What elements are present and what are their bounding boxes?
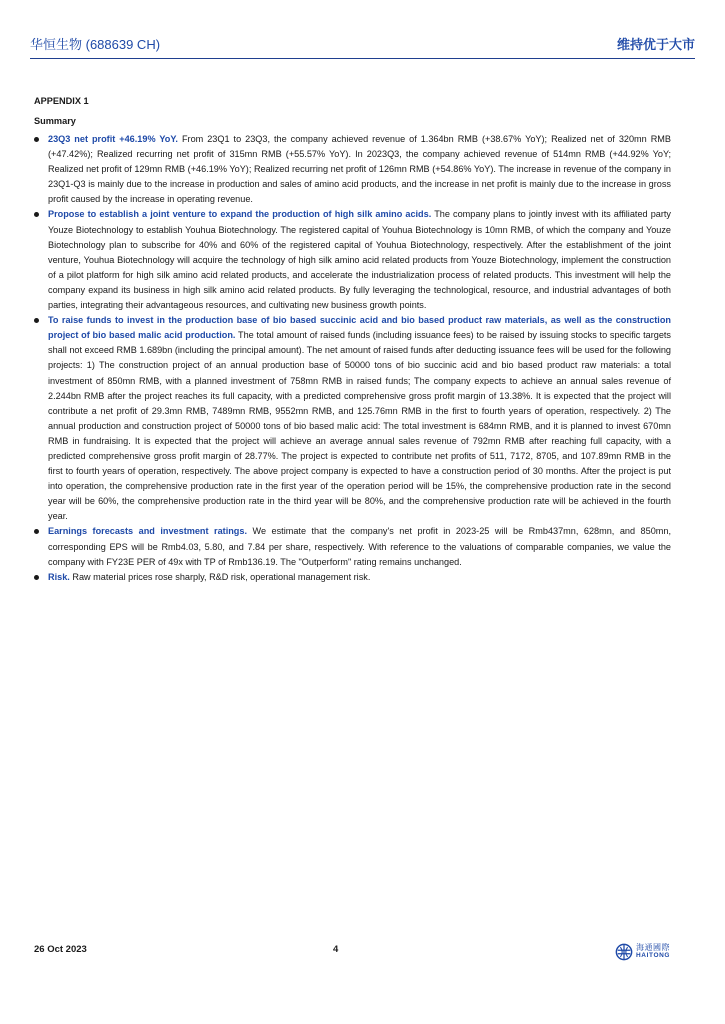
bullet-icon [34,575,39,580]
list-item [34,570,671,585]
rating-title: 维持优于大市 [616,37,695,52]
bullet-body: Raw material prices rose sharply, R&D risk, operational management risk. [69,571,371,582]
page-header [30,34,695,59]
bullet-body: The company plans to jointly invest with its affiliated party Youze Biotechnology to establish Youhua Biotechnology. The registered capital of Youhua Biotechnology is 10mn RMB, of which the company and Youze Biotechnology plan to subscribe for 40% and 60% of the registered capital of Youhua Biotechnology, respectively. After the establishment of the joint venture, Youhua Biotechnology will acquire the technology of high silk amino acid related products from Youze Biotechnology, implement the construction of a pilot platform for high silk amino acid related products, and accelerate the industrialization process of related products. This investment will help the company expand its business in high silk amino acid related products. By fully leveraging the technological, resource, and industrial advantages of both parties, integrating their advantageous resources, and cultivating new business growth points. [48,209,671,311]
list-item [34,313,671,524]
logo-english-text: HAITONG [636,952,671,959]
bullet-headline: 23Q3 net profit +46.19% YoY. [48,134,178,144]
bullet-headline: Risk. [48,571,70,582]
list-item [34,132,671,207]
bullet-icon [34,529,39,534]
bullet-headline: To raise funds to invest in the production base of bio based succinic acid and bio based product raw materials, as well as the construction project of bio based malic acid production. [48,315,671,341]
bullet-headline: Propose to establish a joint venture to expand the production of high silk amino acids. [48,209,432,220]
appendix-title: APPENDIX 1 [34,96,89,106]
haitong-logo [615,942,675,964]
report-date: 26 Oct 2023 [34,944,87,955]
globe-icon [615,943,633,961]
company-ticker: 华恒生物 (688639 CH) [30,37,161,52]
bullet-icon [34,318,39,323]
bullet-icon [34,137,39,142]
bullet-body: From 23Q1 to 23Q3, the company achieved revenue of 1.364bn RMB (+38.67% YoY); Realized net of 320mn RMB (+47.42%); Realized recurring net profit of 315mn RMB (+55.57% YoY). In 2023Q3, the company achieved revenue of 514mn RMB (+44.92% YoY; Realized net profit of 129mn RMB (+46.19% YoY); Realized recurring net profit of 126mn RMB (+54.86% YoY). The increase in revenue of the company in 23Q1-Q3 is mainly due to the increase in production and sales of amino acid products, and the increase in net profit is mainly due to the increase in gross profit caused by the increase in operating revenue. [48,134,671,205]
logo-chinese-text: 海通國際 [636,943,670,952]
summary-list [34,132,671,585]
bullet-icon [34,212,39,217]
report-body [34,96,671,585]
page-footer [34,944,695,968]
summary-heading: Summary [34,116,76,126]
list-item [34,207,671,313]
list-item [34,524,671,569]
bullet-body: We estimate that the company's net profit in 2023-25 will be Rmb437mn, 628mn, and 850mn, corresponding EPS will be Rmb4.03, 5.80, and 7.84 per share, respectively. With reference to the valuations of comparable companies, we value the company with FY23E PER of 49x with TP of Rmb136.19. The "Outperform" rating remains unchanged. [48,526,671,567]
bullet-body: The total amount of raised funds (including issuance fees) to be raised by issuing stocks to specific targets shall not exceed RMB 1.689bn (including the principal amount). The net amount of raised funds after deducting issuance fees will be used for the following projects: 1) The construction project of an annual production base of 50000 tons of bio succinic acid and bio based product raw materials: a total investment of 850mn RMB, with a planned investment of 758mn RMB in raised funds; The company expects to achieve an annual sales revenue of 2.244bn RMB after the project reaches its full capacity, with a predicted comprehensive gross profit margin of 13.38%. It is expected that the project will contribute a net profit of 29.3mn RMB, 7489mn RMB, 9552mn RMB, and 125.76mn RMB in the first to fourth years of operation, respectively. 2) The annual production and construction project of 50000 tons of bio based malic acid: The total investment is 684mn RMB, and it is planned to invest 670mn RMB in fundraising. It is expected that the project will achieve an average annual sales revenue of 792mn RMB after reaching full capacity, with a predicted comprehensive gross profit margin of 28.77%. The project is expected to contribute net profits of 511, 7172, 8705, and 107.89mn RMB in the first to fourth years of operation, respectively. The above project company is expected to have a construction period of 30 months. After the project is put into operation, the comprehensive production rate in the first year of the operation period will be 15%, the comprehensive production rate in the second year will be 60%, the comprehensive production rate in the third year will be 80%, and the comprehensive production rate will be achieved in the fourth year. [48,330,671,522]
bullet-headline: Earnings forecasts and investment ratings. [48,526,247,537]
page-number: 4 [333,944,339,955]
